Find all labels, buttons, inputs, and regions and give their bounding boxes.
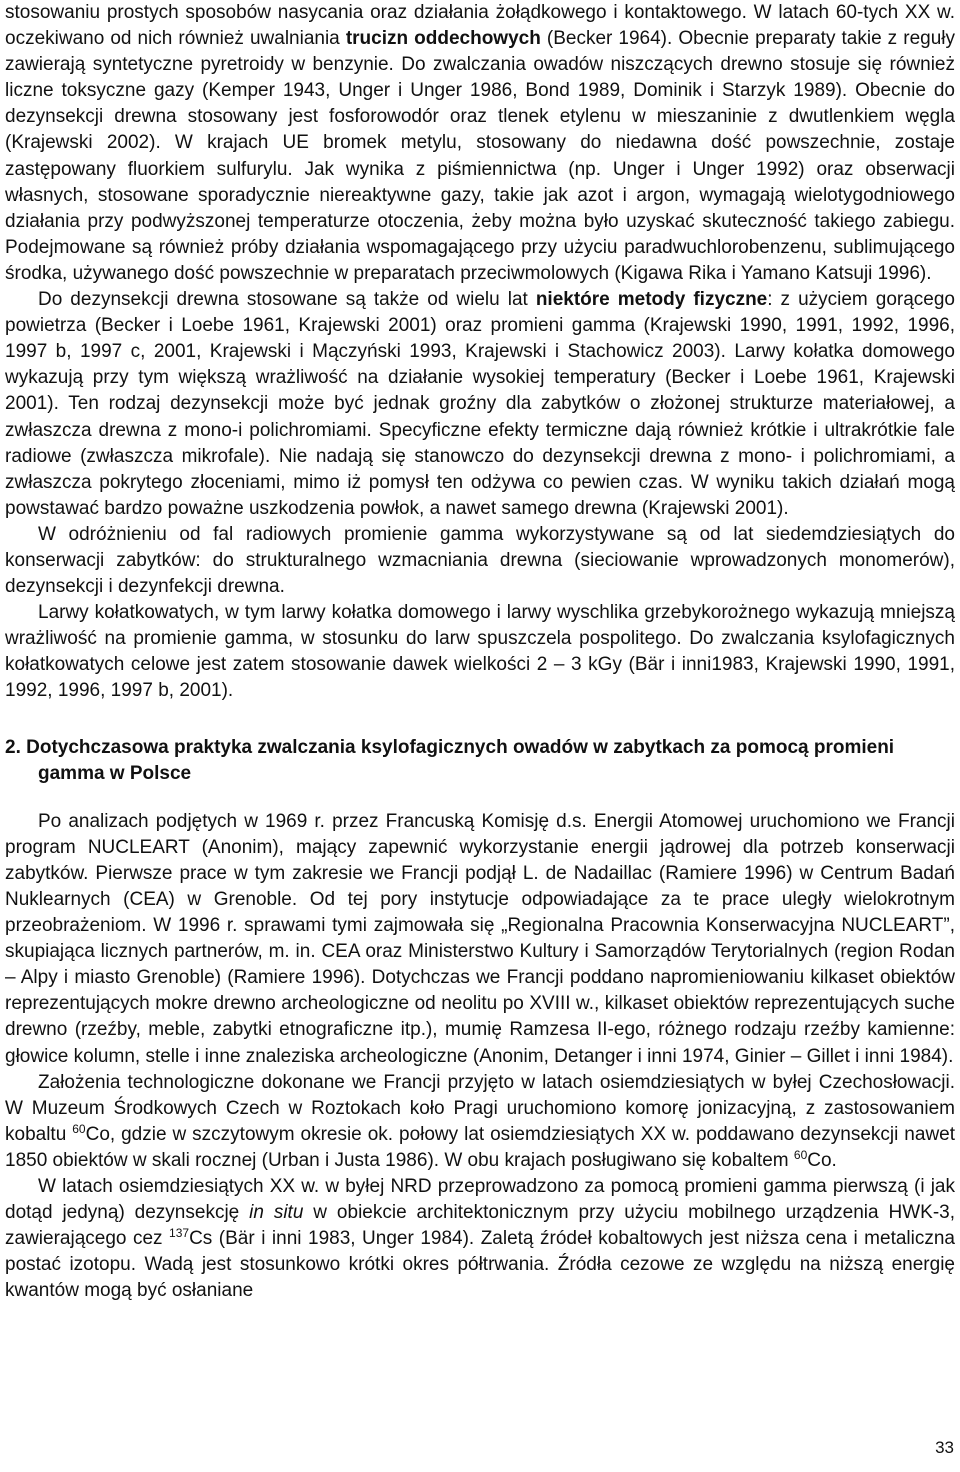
- text-run: W latach osiemdziesiątych XX w. w byłej NRD przeprowadzono za pomocą promieni gamma pierwszą (i jak dotąd jedyną) dezynsekcję: [5, 1176, 955, 1224]
- text-run: (Becker 1964). Obecnie preparaty takie z reguły zawierają syntetyczne pyretroidy w benzynie. Do zwalczania owadów niszczących drewno stosuje się również liczne toksyczne gazy (Kemper 1943, Unger i Unger 1986, Bond 1989, Dominik i Starzyk 1989). Obecnie do dezynsekcji drewna stosowany jest fosforowodór oraz tlenek etylenu w mieszaninie z dwutlenkiem węgla (Krajewski 2002). W krajach UE bromek metylu, stosowany do niedawna dość powszechnie, zostaje zastępowany fluorkiem sulfurylu. Jak wynika z piśmiennictwa (np. Unger i Unger 1992) oraz obserwacji własnych, stosowane sporadycznie niereaktywne gazy, takie jak azot i argon, wymagają wielotygodniowego działania przy podwyższonej temperaturze otoczenia, żeby można było uzyskać skuteczność takiego zabiegu. Podejmowane są również próby działania wspomagającego przy użyciu paradwuchlorobenzenu, sublimującego środka, używanego dość powszechnie w preparatach przeciwmolowych (Kigawa Rika i Yamano Katsuji 1996).: [5, 28, 955, 284]
- isotope-mass-number: 137: [169, 1226, 190, 1241]
- text-run: Założenia technologiczne dokonane we Francji przyjęto w latach osiemdziesiątych w byłej Czechosłowacji. W Muzeum Środkowych Czech w Roztokach koło Pragi uruchomiono komorę jonizacyjną, z zastosowaniem kobaltu: [5, 1071, 955, 1145]
- emphasized-text: niektóre metody fizyczne: [535, 289, 768, 311]
- paragraph: [5, 287, 955, 522]
- text-run: W odróżnieniu od fal radiowych promienie gamma wykorzystywane są od lat siedemdziesiątych do konserwacji zabytków: do strukturalnego wzmacniania drewna (sieciowanie wprowadzonych monomerów), dezynsekcji i dezynfekcji drewna.: [5, 523, 955, 598]
- italic-text: in situ: [249, 1202, 304, 1224]
- paragraph: [5, 0, 955, 287]
- paragraph: [5, 809, 955, 1070]
- page-number: 33: [935, 1438, 954, 1457]
- section-title: Dotychczasowa praktyka zwalczania ksylofagicznych owadów w zabytkach za pomocą promieni gamma w Polsce: [26, 736, 895, 784]
- text-run: w obiekcie architektonicznym przy użyciu mobilnego urządzenia HWK-3, zawierającego cez: [5, 1202, 955, 1250]
- text-run: : z użyciem gorącego powietrza (Becker i Loebe 1961, Krajewski 2001) oraz promieni gamma (Krajewski 1990, 1991, 1992, 1996, 1997 b, 1997 c, 2001, Krajewski i Mączyński 1993, Krajewski i Stachowicz 2003). Larwy kołatka domowego wykazują przy tym większą wrażliwość na działanie wysokiej temperatury (Becker i Loebe 1961, Krajewski 2001). Ten rodzaj dezynsekcji może być jednak groźny dla zabytków o złożonej strukturze materiałowej, a zwłaszcza drewna z mono-i polichromiami. Specyficzne efekty termiczne dają również krótkie i ultrakrótkie fale radiowe (zwłaszcza mikrofale). Nie nadają się stanowczo do dezynsekcji drewna z mono- i polichromiami, a zwłaszcza pokrytego złoceniami, mimo iż pomysł ten odżywa co pewien czas. W wyniku takich działań mogą powstawać bardzo poważne uszkodzenia powłok, a nawet samego drewna (Krajewski 2001).: [5, 289, 955, 519]
- section-gap: [5, 705, 955, 735]
- text-run: Co, gdzie w szczytowym okresie ok. połowy lat osiemdziesiątych XX w. poddawano dezynsekcji nawet 1850 obiektów w skali rocznej (Urban i Justa 1986). W obu krajach posługiwano się kobaltem: [5, 1123, 956, 1171]
- document-page: [5, 0, 955, 1305]
- emphasized-text: trucizn oddechowych: [345, 28, 541, 50]
- paragraph: [5, 1070, 955, 1174]
- text-run: Po analizach podjętych w 1969 r. przez Francuską Komisję d.s. Energii Atomowej uruchomiono we Francji program NUCLEART (Anonim), mający zapewnić wykorzystanie energii jądrowej dla potrzeb konserwacji zabytków. Pierwsze prace w tym zakresie we Francji podjął L. de Nadaillac (Ramiere 1996) w Centrum Badań Nuklearnych (CEA) w Grenoble. Od tej pory instytucje odpowiadające za te prace uległy wielokrotnym przeobrażeniom. W 1996 r. sprawami tymi zajmowała się „Regionalna Pracownia Konserwacyjna NUCLEART”, skupiająca licznych partnerów, m. in. CEA oraz Ministerstwo Kultury i Samorządów Terytorialnych (region Rodan – Alpy i miasto Grenoble) (Ramiere 1996). Dotychczas we Francji poddano napromieniowaniu kilkaset obiektów reprezentujących mokre drewno archeologiczne od neolitu po XVIII w., kilkaset obiektów reprezentujących suche drewno (rzeźby, meble, zabytki etnograficzne itp.), mumię Ramzesa II-ego, różnego rodzaju rzeźby kamienne: głowice kolumn, stelle i inne znaleziska archeologiczne (Anonim, Detanger i inni 1974, Ginier – Gillet i inni 1984).: [5, 810, 955, 1067]
- body-text-before-heading: [5, 0, 955, 705]
- text-run: Do dezynsekcji drewna stosowane są także od wielu lat: [38, 289, 536, 311]
- paragraph: [5, 1174, 955, 1304]
- section-heading: [5, 735, 955, 787]
- text-run: Co.: [807, 1149, 837, 1171]
- paragraph: [5, 522, 955, 600]
- heading-gap: [5, 787, 955, 809]
- text-run: stosowaniu prostych sposobów nasycania oraz działania żołądkowego i kontaktowego. W latach 60-tych XX w. oczekiwano od nich również uwalniania: [5, 2, 955, 50]
- text-run: Larwy kołatkowatych, w tym larwy kołatka domowego i larwy wyschlika grzebykorożnego wykazują mniejszą wrażliwość na promienie gamma, w stosunku do larw spuszczela pospolitego. Do zwalczania ksylofagicznych kołatkowatych celowe jest zatem stosowanie dawek wielkości 2 – 3 kGy (Bär i inni1983, Krajewski 1990, 1991, 1992, 1996, 1997 b, 2001).: [5, 602, 955, 702]
- text-run: Cs (Bär i inni 1983, Unger 1984). Zaletą źródeł kobaltowych jest niższa cena i metaliczna postać izotopu. Wadą jest stosunkowo krótki okres półtrwania. Źródła cezowe ze względu na niższą energię kwantów mogą być osłaniane: [5, 1228, 955, 1302]
- paragraph: [5, 600, 955, 704]
- section-number: 2.: [5, 736, 21, 758]
- isotope-mass-number: 60: [72, 1121, 86, 1136]
- body-text-after-heading: [5, 809, 955, 1305]
- isotope-mass-number: 60: [793, 1147, 808, 1162]
